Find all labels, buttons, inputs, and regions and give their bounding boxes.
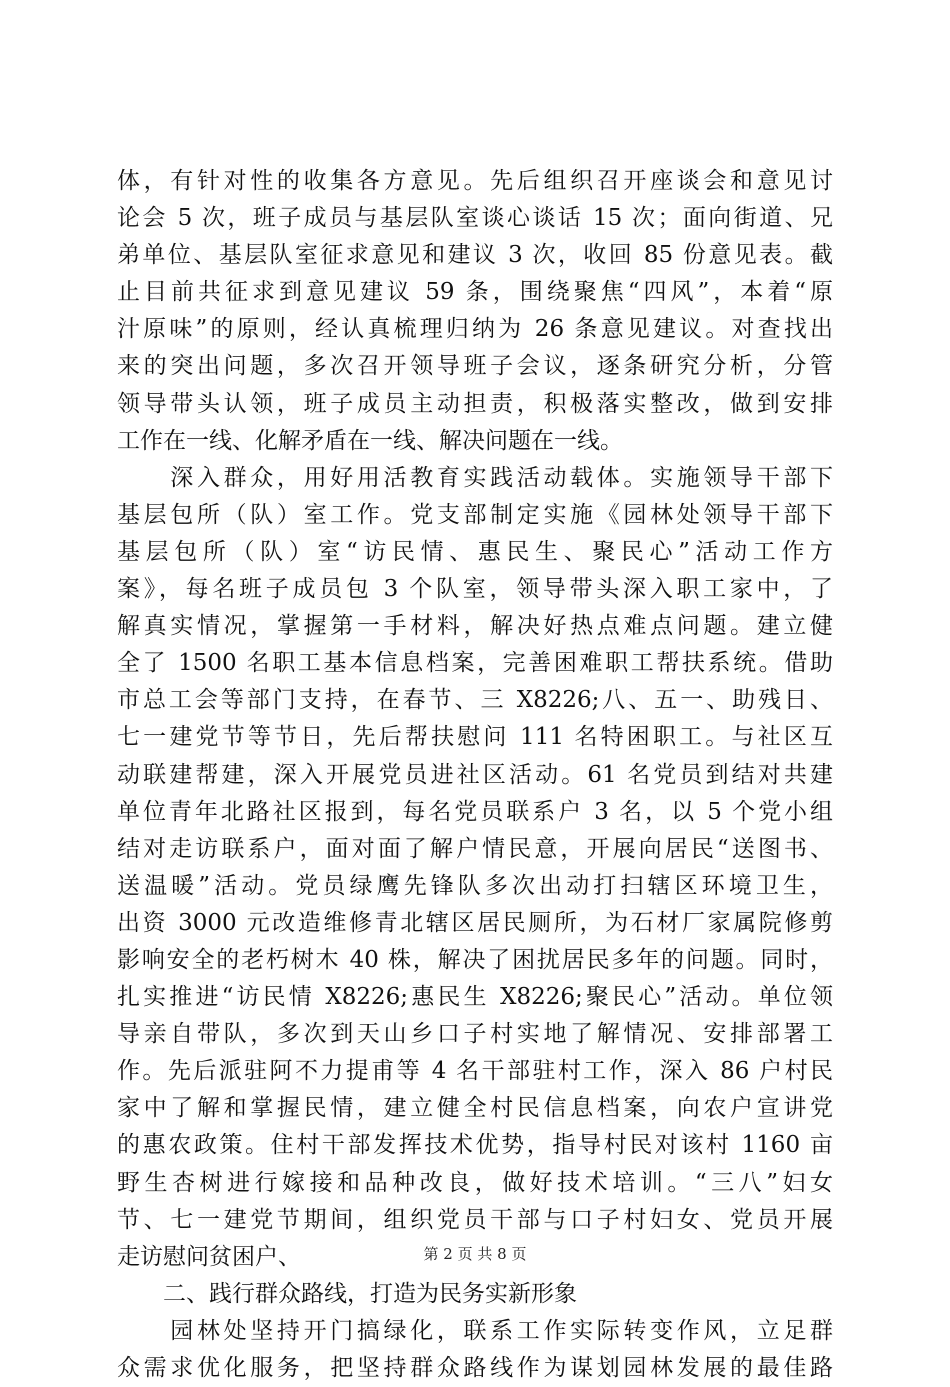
text-line: 园林处坚持开门搞绿化，联系工作实际转变作风，立足群 bbox=[117, 1317, 833, 1344]
text-line: 七一建党节等节日，先后帮扶慰问 111 名特困职工。与社区互 bbox=[117, 724, 833, 751]
text-line: 全了 1500 名职工基本信息档案，完善困难职工帮扶系统。借助 bbox=[117, 650, 833, 677]
text-line: 动联建帮建，深入开展党员进社区活动。61 名党员到结对共建 bbox=[117, 761, 833, 788]
text-line: 扎实推进“访民情 X8226;惠民生 X8226;聚民心”活动。单位领 bbox=[117, 984, 833, 1011]
text-line: 的惠农政策。住村干部发挥技术优势，指导村民对该村 1160 亩 bbox=[117, 1132, 833, 1159]
text-line: 影响安全的老朽树木 40 株，解决了困扰居民多年的问题。同时， bbox=[117, 946, 833, 973]
text-line: 工作在一线、化解矛盾在一线、解决问题在一线。 bbox=[117, 427, 623, 454]
page-footer: 第 2 页 共 8 页 bbox=[423, 1245, 527, 1263]
text-line: 领导带头认领，班子成员主动担责，积极落实整改，做到安排 bbox=[117, 390, 833, 417]
text-line: 众需求优化服务，把坚持群众路线作为谋划园林发展的最佳路 bbox=[117, 1355, 833, 1381]
text-line: 论会 5 次，班子成员与基层队室谈心谈话 15 次；面向街道、兄 bbox=[117, 205, 833, 232]
text-line: 基层包所（队）室“访民情、惠民生、聚民心”活动工作方 bbox=[117, 538, 833, 565]
text-line: 弟单位、基层队室征求意见和建议 3 次，收回 85 份意见表。截 bbox=[117, 242, 833, 269]
text-line: 走访慰问贫困户、 bbox=[117, 1243, 301, 1270]
text-line: 送温暖”活动。党员绿鹰先锋队多次出动打扫辖区环境卫生， bbox=[117, 872, 833, 899]
text-line: 出资 3000 元改造维修青北辖区居民厕所，为石材厂家属院修剪 bbox=[117, 909, 833, 936]
text-line: 节、七一建党节期间，组织党员干部与口子村妇女、党员开展 bbox=[117, 1206, 833, 1233]
text-line: 家中了解和掌握民情，建立健全村民信息档案，向农户宣讲党 bbox=[117, 1095, 833, 1122]
text-line: 止目前共征求到意见建议 59 条，围绕聚焦“四风”，本着“原 bbox=[117, 279, 833, 306]
text-line: 作。先后派驻阿不力提甫等 4 名干部驻村工作，深入 86 户村民 bbox=[117, 1058, 833, 1085]
text-line: 野生杏树进行嫁接和品种改良，做好技术培训。“三八”妇女 bbox=[117, 1169, 833, 1196]
text-line: 单位青年北路社区报到，每名党员联系户 3 名，以 5 个党小组 bbox=[117, 798, 833, 825]
text-line: 结对走访联系户，面对面了解户情民意，开展向居民“送图书、 bbox=[117, 835, 833, 862]
text-line: 汁原味”的原则，经认真梳理归纳为 26 条意见建议。对查找出 bbox=[117, 316, 833, 343]
text-line: 基层包所（队）室工作。党支部制定实施《园林处领导干部下 bbox=[117, 501, 833, 528]
text-line: 深入群众，用好用活教育实践活动载体。实施领导干部下 bbox=[117, 464, 833, 491]
document-body bbox=[117, 163, 833, 1387]
text-line: 来的突出问题，多次召开领导班子会议，逐条研究分析，分管 bbox=[117, 353, 833, 380]
text-line: 市总工会等部门支持，在春节、三 X8226;八、五一、助残日、 bbox=[117, 687, 833, 714]
text-line: 体，有针对性的收集各方意见。先后组织召开座谈会和意见讨 bbox=[117, 168, 833, 194]
text-line: 案》，每名班子成员包 3 个队室，领导带头深入职工家中，了 bbox=[117, 576, 833, 603]
text-line: 二、践行群众路线，打造为民务实新形象 bbox=[117, 1280, 577, 1307]
text-line: 导亲自带队，多次到天山乡口子村实地了解情况、安排部署工 bbox=[117, 1021, 833, 1048]
text-line: 解真实情况，掌握第一手材料，解决好热点难点问题。建立健 bbox=[117, 613, 833, 640]
